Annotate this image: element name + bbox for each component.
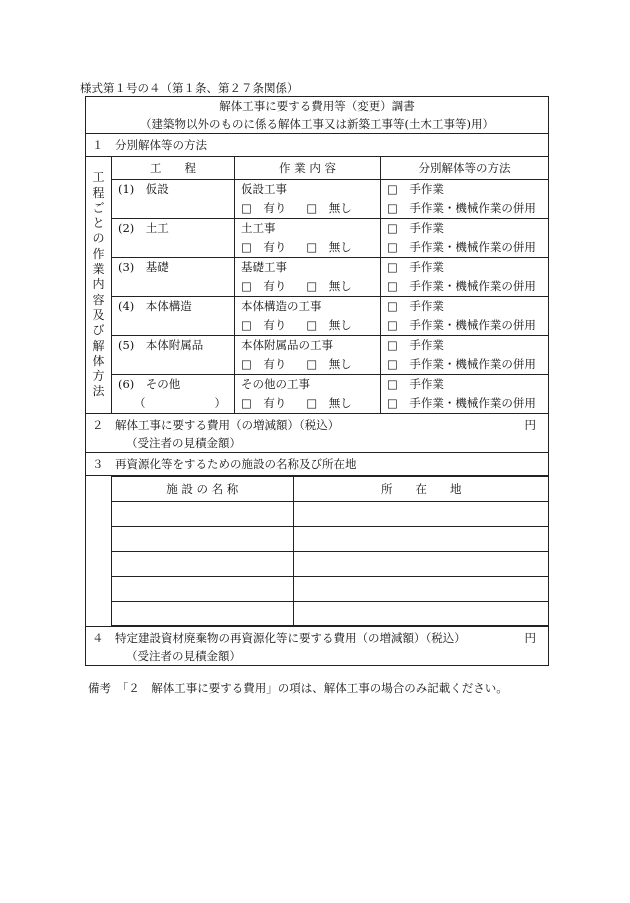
process-cell: [112, 336, 235, 375]
work-cell: [235, 336, 381, 375]
process-cell: [112, 258, 235, 297]
facility-location-input[interactable]: [293, 527, 549, 552]
method-cell: [381, 180, 549, 219]
section1-label: １ 分別解体等の方法: [86, 134, 549, 157]
section2-cost-label: ２ 解体工事に要する費用（の増減額）（税込）: [92, 418, 340, 432]
facility-header-row: [112, 477, 549, 502]
presence-no-checkbox[interactable]: □ 無し: [306, 201, 352, 215]
method-manual-checkbox[interactable]: □ 手作業: [387, 260, 444, 274]
facility-entry-row: [112, 577, 549, 602]
vertical-label-char: ご: [92, 200, 105, 215]
process-cell: [112, 297, 235, 336]
presence-options: [235, 394, 380, 413]
title-line-1: 解体工事に要する費用等（変更）調書: [219, 99, 415, 113]
vertical-label-char: 解: [92, 338, 105, 353]
facility-name-header: 施 設 の 名 称: [112, 477, 293, 502]
method-manual-checkbox[interactable]: □ 手作業: [387, 182, 444, 196]
form-title: [86, 97, 549, 134]
presence-yes-checkbox[interactable]: □ 有り: [241, 201, 287, 215]
presence-yes-checkbox[interactable]: □ 有り: [241, 396, 287, 410]
section4-cost-box: [86, 627, 548, 665]
section2-cost: [86, 414, 549, 453]
presence-options: [235, 316, 380, 335]
facility-location-input[interactable]: [293, 577, 549, 602]
facility-name-input[interactable]: [112, 527, 293, 552]
process-sub: [112, 277, 234, 296]
vertical-label-char: 工: [92, 170, 105, 185]
vertical-label-char: と: [92, 216, 105, 231]
presence-no-checkbox[interactable]: □ 無し: [306, 279, 352, 293]
method-combined-checkbox[interactable]: □ 手作業・機械作業の併用: [387, 357, 536, 371]
section4-cost-row: [86, 627, 549, 666]
vertical-label-char: の: [92, 231, 105, 246]
cost-report-form: [85, 96, 549, 666]
method-header-row: [86, 157, 549, 180]
presence-options: [235, 199, 380, 218]
facility-location-input[interactable]: [293, 602, 549, 626]
process-cell: [112, 180, 235, 219]
remarks-note: 備考 「２ 解体工事に要する費用」の項は、解体工事の場合のみ記載ください。: [88, 681, 508, 695]
section1-row: [86, 134, 549, 157]
facility-location-input[interactable]: [293, 502, 549, 527]
facility-location-input[interactable]: [293, 552, 549, 577]
vertical-label-char: 容: [92, 292, 105, 307]
method-manual-checkbox[interactable]: □ 手作業: [387, 338, 444, 352]
method-manual-checkbox[interactable]: □ 手作業: [387, 377, 444, 391]
work-cell: [235, 180, 381, 219]
work-cell: [235, 297, 381, 336]
vertical-label-char: 体: [92, 353, 105, 368]
section4-cost: [86, 627, 549, 666]
work-cell: [235, 375, 381, 414]
process-row: [86, 297, 549, 336]
process-sub: [112, 355, 234, 374]
process-name: (6) その他: [118, 377, 181, 391]
process-row: [86, 219, 549, 258]
presence-options: [235, 238, 380, 257]
process-row: [86, 180, 549, 219]
process-name: (1) 仮設: [118, 182, 169, 196]
vertical-label: [86, 157, 112, 414]
facility-name-input[interactable]: [112, 552, 293, 577]
method-combined-checkbox[interactable]: □ 手作業・機械作業の併用: [387, 201, 536, 215]
vertical-label-char: 程: [92, 185, 105, 200]
vertical-label-char: び: [92, 323, 105, 338]
section3-indent: [86, 476, 112, 627]
process-cell: [112, 375, 235, 414]
facility-name-input[interactable]: [112, 502, 293, 527]
facility-entry-row: [112, 552, 549, 577]
section4-cost-sub: （受注者の見積金額）: [126, 649, 241, 663]
method-manual-checkbox[interactable]: □ 手作業: [387, 299, 444, 313]
work-cell: [235, 258, 381, 297]
vertical-label-char: 及: [92, 307, 105, 322]
section2-cost-row: [86, 414, 549, 453]
work-name: その他の工事: [241, 377, 310, 391]
presence-yes-checkbox[interactable]: □ 有り: [241, 279, 287, 293]
section2-cost-box: [86, 414, 548, 452]
header-work: 作 業 内 容: [235, 157, 381, 180]
method-cell: [381, 219, 549, 258]
presence-yes-checkbox[interactable]: □ 有り: [241, 318, 287, 332]
work-cell: [235, 219, 381, 258]
facility-entry-row: [112, 502, 549, 527]
work-name: 基礎工事: [241, 260, 287, 274]
vertical-label-char: 方: [92, 369, 105, 384]
method-cell: [381, 258, 549, 297]
presence-no-checkbox[interactable]: □ 無し: [306, 318, 352, 332]
section3-label-row: [86, 453, 549, 476]
process-sub: [112, 238, 234, 257]
vertical-label-char: 法: [92, 384, 105, 399]
facility-name-input[interactable]: [112, 577, 293, 602]
method-combined-checkbox[interactable]: □ 手作業・機械作業の併用: [387, 279, 536, 293]
method-combined-checkbox[interactable]: □ 手作業・機械作業の併用: [387, 318, 536, 332]
method-combined-checkbox[interactable]: □ 手作業・機械作業の併用: [387, 396, 536, 410]
section2-cost-unit: 円: [524, 418, 537, 432]
process-name: (4) 本体構造: [118, 299, 192, 313]
facility-name-input[interactable]: [112, 602, 293, 626]
vertical-label-char: 作: [92, 246, 105, 261]
section3-table-row: [86, 476, 549, 627]
work-name: 仮設工事: [241, 182, 287, 196]
process-row: [86, 336, 549, 375]
method-cell: [381, 336, 549, 375]
section4-cost-label: ４ 特定建設資材廃棄物の再資源化等に要する費用（の増減額）（税込）: [92, 631, 466, 645]
facility-location-header: 所 在 地: [293, 477, 549, 502]
process-name: (2) 土工: [118, 221, 169, 235]
method-manual-checkbox[interactable]: □ 手作業: [387, 221, 444, 235]
method-cell: [381, 375, 549, 414]
process-sub: （ ）: [134, 396, 226, 410]
presence-no-checkbox[interactable]: □ 無し: [306, 396, 352, 410]
process-name: (5) 本体附属品: [118, 338, 204, 352]
section4-cost-unit: 円: [524, 631, 537, 645]
presence-options: [235, 355, 380, 374]
work-name: 本体構造の工事: [241, 299, 322, 313]
header-process: 工 程: [112, 157, 235, 180]
presence-options: [235, 277, 380, 296]
method-combined-checkbox[interactable]: □ 手作業・機械作業の併用: [387, 240, 536, 254]
process-sub: [112, 199, 234, 218]
work-name: 土工事: [241, 221, 276, 235]
process-row: [86, 258, 549, 297]
section3-label: ３ 再資源化等をするための施設の名称及び所在地: [86, 453, 549, 476]
title-row: [86, 97, 549, 134]
presence-yes-checkbox[interactable]: □ 有り: [241, 357, 287, 371]
vertical-label-char: 内: [92, 277, 105, 292]
vertical-label-char: 業: [92, 262, 105, 277]
process-name: (3) 基礎: [118, 260, 169, 274]
facility-table-holder: [112, 476, 549, 627]
facility-table: [112, 476, 549, 626]
process-sub: [112, 316, 234, 335]
presence-no-checkbox[interactable]: □ 無し: [306, 240, 352, 254]
facility-entry-row: [112, 527, 549, 552]
facility-entry-row: [112, 602, 549, 626]
form-number: 様式第１号の４（第１条、第２７条関係）: [80, 81, 299, 95]
method-cell: [381, 297, 549, 336]
work-name: 本体附属品の工事: [241, 338, 333, 352]
presence-no-checkbox[interactable]: □ 無し: [306, 357, 352, 371]
process-row: [86, 375, 549, 414]
process-cell: [112, 219, 235, 258]
title-line-2: （建築物以外のものに係る解体工事又は新築工事等(土木工事等)用）: [140, 117, 495, 131]
section2-cost-sub: （受注者の見積金額）: [126, 436, 241, 450]
presence-yes-checkbox[interactable]: □ 有り: [241, 240, 287, 254]
header-method: 分別解体等の方法: [381, 157, 549, 180]
